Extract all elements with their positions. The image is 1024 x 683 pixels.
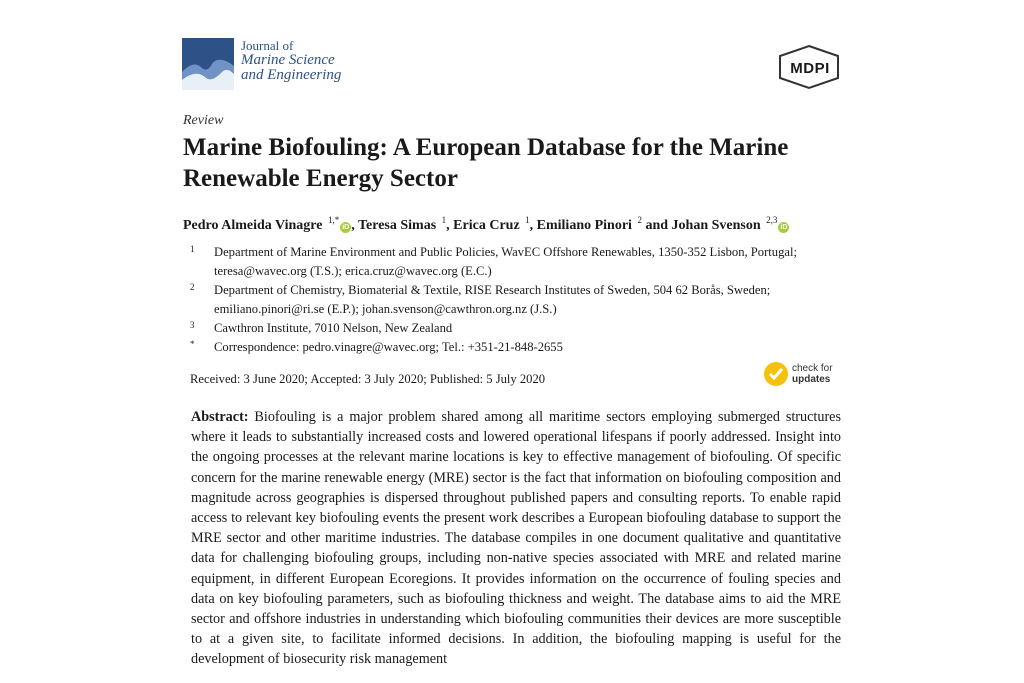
affiliation-mark: 2 (190, 282, 195, 292)
abstract-text: Biofouling is a major problem shared among all maritime sectors employing submerged structures where it leads to substantially increased costs and lowered operational lifespans if poorly addressed. Insight into the ongoing processes at the relevant marine locations is key to effective management of biofouling. Of specific concern for the marine renewable energy (MRE) sector is the fact that information on biofouling composition and magnitude across geographies is dispersed throughout published papers and consulting reports. To enable rapid access to relevant key biofouling events the present work describes a European biofouling database to support the MRE sector and other maritime industries. The database compiles in one document qualitative and quantitative data for challenging biofouling groups, including non-native species associated with MRE and related marine equipment, in different European Ecoregions. It provides information on the occurrence of fouling species and data on key biofouling parameters, such as biofouling thickness and weight. The database aims to aid the MRE sector and offshore industries in understanding which biofouling communities their devices are more susceptible to at a given site, to facilitate informed decisions. In addition, the biofouling mapping is useful for the development of biosecurity risk management (191, 409, 841, 668)
journal-name-line2: Marine Science (241, 52, 335, 68)
author (536, 215, 642, 233)
affiliation-item (190, 243, 870, 281)
publisher-logo-text: MDPI (790, 60, 830, 77)
check-for-updates-badge[interactable] (764, 362, 844, 390)
check-updates-line1: check for (792, 363, 833, 374)
affiliation-mark: 3 (190, 320, 195, 330)
journal-name-line1: Journal of (241, 38, 294, 53)
journal-logo-icon (182, 38, 234, 90)
article-type: Review (183, 113, 224, 128)
affiliation-text: Cawthron Institute, 7010 Nelson, New Zealand (214, 321, 453, 335)
author-affiliation-sup: 1 (525, 215, 530, 225)
affiliation-text: Department of Chemistry, Biomaterial & Textile, RISE Research Institutes of Sweden, 504 62 Borås, Sweden; emiliano.pinori@ri.se (E.P.); johan.svenson@cawthron.org.nz (J.S.) (214, 283, 771, 316)
author (183, 215, 351, 233)
author-affiliation-sup: 2 (637, 215, 642, 225)
affiliation-list (190, 243, 870, 357)
check-updates-line2: updates (792, 374, 831, 385)
affiliation-item (190, 281, 870, 319)
journal-name (241, 38, 341, 83)
affiliation-mark: * (190, 339, 195, 349)
author-name: Pedro Almeida Vinagre (183, 218, 323, 233)
author-name: Erica Cruz (453, 218, 520, 233)
orcid-icon[interactable]: iD (780, 224, 788, 231)
affiliation-mark: 1 (190, 244, 195, 254)
affiliation-item (190, 319, 870, 338)
journal-name-line3: and Engineering (241, 67, 342, 83)
author-affiliation-sup: 2,3 (766, 215, 778, 225)
check-updates-icon (764, 362, 788, 386)
author (453, 215, 530, 233)
abstract-label: Abstract: (191, 409, 249, 425)
author-name: Emiliano Pinori (536, 218, 632, 233)
affiliation-text: Department of Marine Environment and Public Policies, WavEC Offshore Renewables, 1350-352 Lisbon, Portugal; teresa@wavec.org (T.S.); erica.cruz@wavec.org (E.C.) (214, 245, 797, 278)
author-name: Teresa Simas (357, 218, 437, 233)
author (671, 215, 790, 233)
author-affiliation-sup: 1,* (327, 215, 340, 225)
author-list: Pedro Almeida Vinagre $^{1,*}$iD , Teresa Simas $^1$, Erica Cruz $^1$, Emiliano Pinori $^2$ and Johan Svenson $^{2,3}$iD (183, 215, 788, 233)
affiliation-item (190, 338, 870, 357)
affiliation-text: Correspondence: pedro.vinagre@wavec.org; Tel.: +351-21-848-2655 (214, 340, 563, 354)
author-name: Johan Svenson (671, 218, 761, 233)
abstract (191, 407, 841, 670)
author-affiliation-sup: 1 (441, 215, 447, 225)
orcid-icon[interactable]: iD (342, 224, 350, 231)
publication-dates: Received: 3 June 2020; Accepted: 3 July 2020; Published: 5 July 2020 (190, 372, 546, 386)
author (357, 215, 447, 233)
article-title: Marine Biofouling: A European Database for the Marine Renewable Energy Sector (183, 134, 789, 192)
